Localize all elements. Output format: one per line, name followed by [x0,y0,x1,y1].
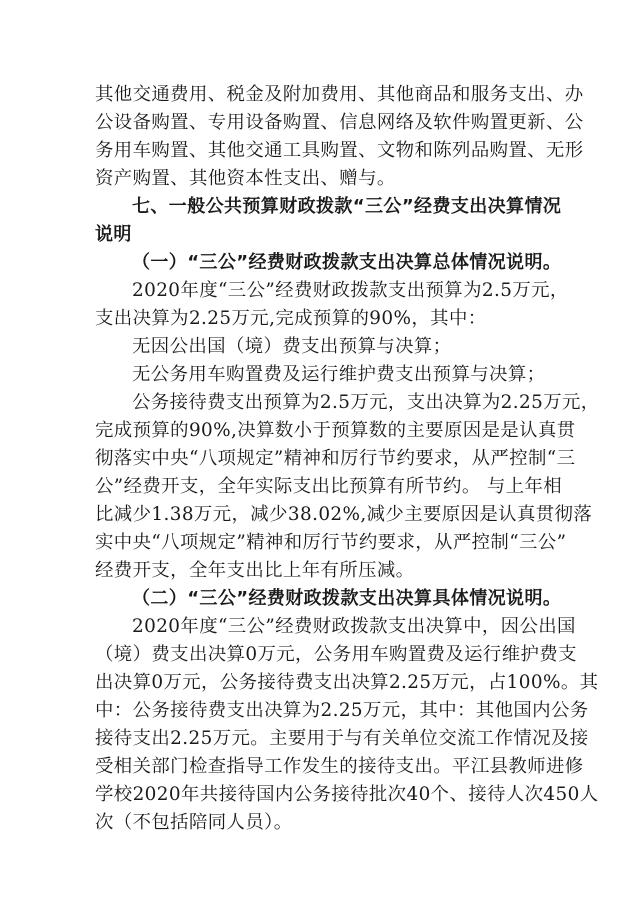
paragraph-line: 务用车购置、其他交通工具购置、文物和陈列品购置、无形 [95,140,584,161]
paragraph-line: 无因公出国（境）费支出预算与决算； [132,336,452,357]
paragraph-line: 其他交通费用、税金及附加费用、其他商品和服务支出、办 [95,84,584,105]
paragraph-line: 次（不包括陪同人员）。 [95,812,293,833]
paragraph-line: 2020年度“三公”经费财政拨款支出预算为2.5万元， [132,280,569,301]
paragraph-line: 比减少1.38万元，减少38.02%,减少主要原因是认真贯彻落 [95,504,593,525]
paragraph-line: 资产购置、其他资本性支出、赠与。 [95,168,396,189]
paragraph-line: 中：公务接待费支出决算为2.25万元，其中：其他国内公务 [95,700,589,721]
section-heading: 说明 [95,224,132,245]
paragraph-line: 公设备购置、专用设备购置、信息网络及软件购置更新、公 [95,112,584,133]
paragraph-line: 学校2020年共接待国内公务接待批次40个、接待人次450人 [95,784,599,805]
subheading: （一）“三公”经费财政拨款支出决算总体情况说明。 [132,252,562,273]
paragraph-line: 公”经费开支，全年实际支出比预算有所节约。 与上年相 [95,476,563,497]
paragraph-line: 支出决算为2.25万元,完成预算的90%，其中： [95,308,487,329]
paragraph-line: 公务接待费支出预算为2.5万元，支出决算为2.25万元， [132,392,600,413]
subheading: （二）“三公”经费财政拨款支出决算具体情况说明。 [132,588,562,609]
paragraph-line: 接待支出2.25万元。主要用于与有关单位交流工作情况及接 [95,728,589,749]
paragraph-line: 受相关部门检查指导工作发生的接待支出。平江县教师进修 [95,756,584,777]
paragraph-line: 2020年度“三公”经费财政拨款支出决算中，因公出国 [132,616,576,637]
paragraph-line: （境）费支出决算0万元，公务用车购置费及运行维护费支 [95,644,577,665]
paragraph-line: 出决算0万元，公务接待费支出决算2.25万元，占100%。其 [95,672,599,693]
paragraph-line: 经费开支，全年支出比上年有所压减。 [95,560,415,581]
paragraph-line: 无公务用车购置费及运行维护费支出预算与决算； [132,364,546,385]
paragraph-line: 彻落实中央“八项规定”精神和厉行节约要求，从严控制“三 [95,448,576,469]
section-heading: 七、一般公共预算财政拨款“三公”经费支出决算情况 [132,196,562,217]
paragraph-line: 完成预算的90%,决算数小于预算数的主要原因是是认真贯 [95,420,576,441]
paragraph-line: 实中央“八项规定”精神和厉行节约要求，从严控制“三公” [95,532,567,553]
